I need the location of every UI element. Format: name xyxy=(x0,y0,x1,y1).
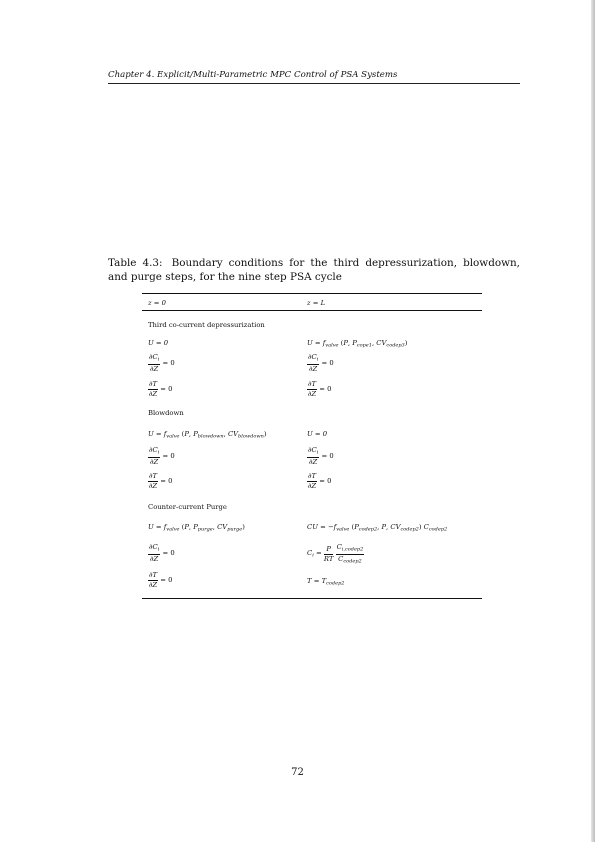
cell-s3-r3-right: $T = T_{codep2}$ xyxy=(307,577,345,587)
cell-s3-r1-left: $U = f_{valve}$ (P, $P_{purge}$, $CV_{purge}$) xyxy=(148,523,245,533)
cell-s2-r3-right: $\frac{\partial T}{\partial Z}$ = 0 xyxy=(307,472,332,490)
caption-label: Table 4.3: xyxy=(108,257,163,269)
section-title-third-codep: Third co-current depressurization xyxy=(148,321,265,329)
cell-s2-r1-left: $U = f_{valve}$ (P, $P_{blowdown}$, $CV_{blowdown}$) xyxy=(148,430,267,440)
table-caption xyxy=(108,256,520,285)
caption-text: Boundary conditions for the third depressurization, blowdown, and purge steps, for the nine step PSA cycle xyxy=(108,257,520,284)
page-edge xyxy=(591,0,595,842)
table-header-rule xyxy=(142,310,482,311)
cell-s1-r1-right: $U = f_{valve}$ (P, $P_{cope1}$, $CV_{codep3}$) xyxy=(307,339,408,349)
section-title-purge: Counter-current Purge xyxy=(148,503,227,511)
cell-s1-r3-left: $\frac{\partial T}{\partial Z}$ = 0 xyxy=(148,380,173,398)
cell-s2-r2-left: $\frac{\partial C_i}{\partial Z}$ = 0 xyxy=(149,446,175,466)
header-zL: z = L xyxy=(307,299,326,307)
section-title-blowdown: Blowdown xyxy=(148,409,184,417)
table-bottom-rule xyxy=(142,598,482,599)
cell-s3-r2-left: $\frac{\partial C_i}{\partial Z}$ = 0 xyxy=(149,543,175,563)
cell-s1-r3-right: $\frac{\partial T}{\partial Z}$ = 0 xyxy=(307,380,332,398)
table-top-rule xyxy=(142,293,482,294)
cell-s2-r1-right: U = 0 xyxy=(307,430,328,438)
header-z0: z = 0 xyxy=(148,299,166,307)
cell-s2-r3-left: $\frac{\partial T}{\partial Z}$ = 0 xyxy=(148,472,173,490)
page-number: 72 xyxy=(291,767,304,778)
cell-s1-r1-left: U = 0 xyxy=(148,339,169,347)
cell-s2-r2-right: $\frac{\partial C_i}{\partial Z}$ = 0 xyxy=(308,446,334,466)
cell-s1-r2-left: $\frac{\partial C_i}{\partial Z}$ = 0 xyxy=(149,353,175,373)
cell-s3-r2-right: $C_i$ = $\frac{P}{RT}$ $\frac{C_{i,codep2}}{C_{codep2}}$ xyxy=(307,543,364,564)
cell-s1-r2-right: $\frac{\partial C_i}{\partial Z}$ = 0 xyxy=(308,353,334,373)
cell-s3-r3-left: $\frac{\partial T}{\partial Z}$ = 0 xyxy=(148,571,173,589)
running-head: Chapter 4. Explicit/Multi-Parametric MPC Control of PSA Systems xyxy=(108,70,520,84)
cell-s3-r1-right: CU = $-f_{valve}$ ($P_{codep2}$, P, $CV_{codep2}$) $C_{codep2}$ xyxy=(307,523,448,533)
